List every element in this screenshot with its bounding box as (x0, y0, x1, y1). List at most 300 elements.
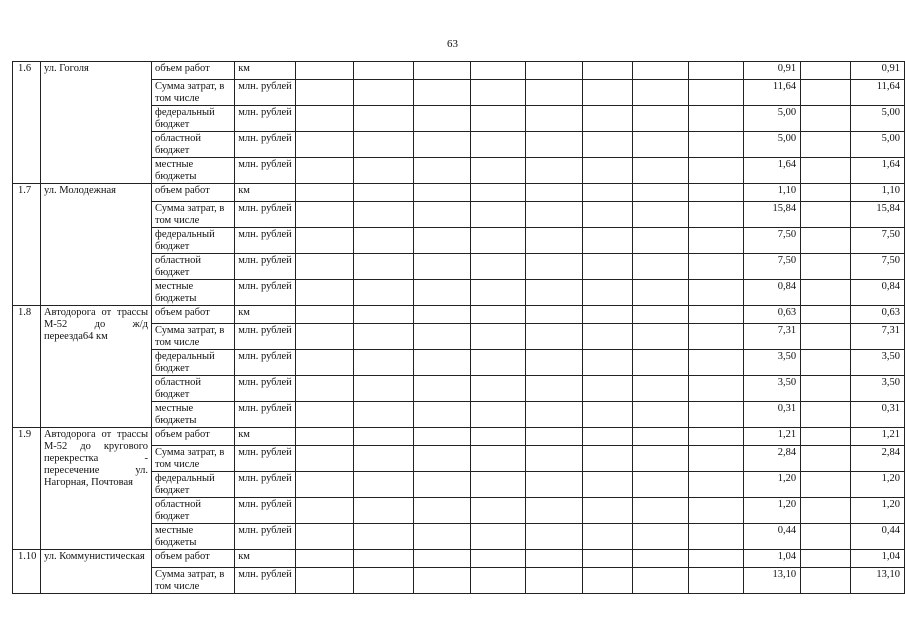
empty-cell (583, 446, 633, 472)
unit-cell: млн. рублей (235, 202, 296, 228)
empty-cell (525, 228, 582, 254)
empty-cell (471, 106, 526, 132)
total-cell: 1,20 (850, 498, 904, 524)
empty-cell (413, 132, 470, 158)
empty-cell (413, 306, 470, 324)
total-cell: 1,64 (850, 158, 904, 184)
empty-cell (296, 132, 353, 158)
section-number: 1.10 (13, 550, 41, 594)
empty-cell (633, 376, 689, 402)
total-cell: 5,00 (850, 106, 904, 132)
empty-cell (413, 446, 470, 472)
empty-cell (525, 80, 582, 106)
empty-cell (583, 202, 633, 228)
empty-cell (471, 80, 526, 106)
unit-cell: млн. рублей (235, 106, 296, 132)
unit-cell: км (235, 550, 296, 568)
empty-cell (583, 62, 633, 80)
empty-cell (633, 158, 689, 184)
empty-cell (471, 324, 526, 350)
empty-cell (688, 132, 744, 158)
empty-cell (633, 550, 689, 568)
unit-cell: млн. рублей (235, 228, 296, 254)
empty-cell (525, 62, 582, 80)
empty-cell (296, 80, 353, 106)
empty-cell (471, 350, 526, 376)
empty-cell (413, 158, 470, 184)
empty-cell (525, 498, 582, 524)
empty-cell (296, 428, 353, 446)
value-cell: 0,31 (744, 402, 801, 428)
table-row (13, 62, 905, 80)
empty-cell (471, 446, 526, 472)
empty-cell (353, 350, 413, 376)
empty-cell (296, 324, 353, 350)
road-name: ул. Гоголя (40, 62, 151, 184)
empty-cell (633, 80, 689, 106)
empty-cell (801, 472, 851, 498)
empty-cell (583, 524, 633, 550)
empty-cell (583, 472, 633, 498)
empty-cell (353, 472, 413, 498)
empty-cell (525, 184, 582, 202)
empty-cell (688, 446, 744, 472)
empty-cell (353, 132, 413, 158)
empty-cell (525, 350, 582, 376)
empty-cell (353, 498, 413, 524)
empty-cell (471, 280, 526, 306)
empty-cell (471, 524, 526, 550)
total-cell: 5,00 (850, 132, 904, 158)
empty-cell (633, 132, 689, 158)
total-cell: 1,10 (850, 184, 904, 202)
empty-cell (801, 550, 851, 568)
road-name: ул. Молодежная (40, 184, 151, 306)
empty-cell (525, 306, 582, 324)
empty-cell (688, 158, 744, 184)
table-row (13, 428, 905, 446)
total-cell: 0,31 (850, 402, 904, 428)
empty-cell (633, 228, 689, 254)
empty-cell (296, 106, 353, 132)
indicator-cell: Сумма затрат, в том числе (152, 324, 235, 350)
value-cell: 3,50 (744, 376, 801, 402)
empty-cell (525, 402, 582, 428)
empty-cell (296, 254, 353, 280)
total-cell: 0,63 (850, 306, 904, 324)
indicator-cell: областной бюджет (152, 132, 235, 158)
unit-cell: млн. рублей (235, 472, 296, 498)
empty-cell (525, 158, 582, 184)
total-cell: 7,50 (850, 254, 904, 280)
unit-cell: км (235, 62, 296, 80)
table-row (13, 184, 905, 202)
empty-cell (688, 306, 744, 324)
empty-cell (801, 158, 851, 184)
empty-cell (353, 324, 413, 350)
unit-cell: млн. рублей (235, 80, 296, 106)
empty-cell (688, 106, 744, 132)
value-cell: 0,63 (744, 306, 801, 324)
empty-cell (801, 202, 851, 228)
empty-cell (413, 376, 470, 402)
unit-cell: млн. рублей (235, 568, 296, 594)
value-cell: 1,64 (744, 158, 801, 184)
empty-cell (688, 524, 744, 550)
empty-cell (296, 550, 353, 568)
empty-cell (801, 568, 851, 594)
empty-cell (633, 472, 689, 498)
empty-cell (688, 498, 744, 524)
empty-cell (413, 402, 470, 428)
indicator-cell: федеральный бюджет (152, 228, 235, 254)
value-cell: 0,44 (744, 524, 801, 550)
empty-cell (583, 324, 633, 350)
empty-cell (801, 132, 851, 158)
empty-cell (583, 184, 633, 202)
indicator-cell: объем работ (152, 550, 235, 568)
empty-cell (296, 62, 353, 80)
empty-cell (688, 428, 744, 446)
unit-cell: км (235, 184, 296, 202)
empty-cell (688, 324, 744, 350)
empty-cell (471, 254, 526, 280)
empty-cell (353, 80, 413, 106)
road-name: Автодорога от трассы М-52 до ж/д переезда64 км (40, 306, 151, 428)
empty-cell (353, 550, 413, 568)
empty-cell (583, 106, 633, 132)
empty-cell (296, 446, 353, 472)
unit-cell: млн. рублей (235, 324, 296, 350)
indicator-cell: Сумма затрат, в том числе (152, 568, 235, 594)
empty-cell (583, 568, 633, 594)
unit-cell: млн. рублей (235, 350, 296, 376)
table-row (13, 306, 905, 324)
empty-cell (801, 402, 851, 428)
empty-cell (353, 280, 413, 306)
empty-cell (353, 376, 413, 402)
empty-cell (583, 132, 633, 158)
unit-cell: млн. рублей (235, 498, 296, 524)
empty-cell (633, 498, 689, 524)
empty-cell (471, 306, 526, 324)
empty-cell (353, 446, 413, 472)
empty-cell (633, 306, 689, 324)
value-cell: 7,31 (744, 324, 801, 350)
section-number: 1.8 (13, 306, 41, 428)
empty-cell (688, 184, 744, 202)
value-cell: 11,64 (744, 80, 801, 106)
empty-cell (525, 324, 582, 350)
empty-cell (583, 306, 633, 324)
empty-cell (296, 472, 353, 498)
empty-cell (633, 62, 689, 80)
empty-cell (801, 80, 851, 106)
table-body (13, 62, 905, 594)
empty-cell (296, 280, 353, 306)
empty-cell (296, 350, 353, 376)
empty-cell (633, 254, 689, 280)
indicator-cell: объем работ (152, 62, 235, 80)
empty-cell (413, 228, 470, 254)
indicator-cell: федеральный бюджет (152, 350, 235, 376)
empty-cell (296, 202, 353, 228)
indicator-cell: федеральный бюджет (152, 106, 235, 132)
empty-cell (413, 184, 470, 202)
empty-cell (583, 280, 633, 306)
empty-cell (801, 376, 851, 402)
value-cell: 1,20 (744, 498, 801, 524)
unit-cell: млн. рублей (235, 132, 296, 158)
empty-cell (583, 402, 633, 428)
value-cell: 0,91 (744, 62, 801, 80)
empty-cell (688, 280, 744, 306)
total-cell: 7,31 (850, 324, 904, 350)
empty-cell (583, 158, 633, 184)
budget-table (12, 61, 905, 594)
indicator-cell: Сумма затрат, в том числе (152, 446, 235, 472)
total-cell: 0,84 (850, 280, 904, 306)
unit-cell: млн. рублей (235, 446, 296, 472)
empty-cell (413, 524, 470, 550)
empty-cell (525, 376, 582, 402)
total-cell: 13,10 (850, 568, 904, 594)
empty-cell (801, 324, 851, 350)
empty-cell (801, 524, 851, 550)
empty-cell (633, 184, 689, 202)
empty-cell (471, 428, 526, 446)
indicator-cell: областной бюджет (152, 254, 235, 280)
value-cell: 5,00 (744, 132, 801, 158)
value-cell: 0,84 (744, 280, 801, 306)
empty-cell (688, 228, 744, 254)
indicator-cell: объем работ (152, 428, 235, 446)
total-cell: 15,84 (850, 202, 904, 228)
indicator-cell: Сумма затрат, в том числе (152, 202, 235, 228)
empty-cell (801, 228, 851, 254)
value-cell: 3,50 (744, 350, 801, 376)
empty-cell (688, 402, 744, 428)
empty-cell (413, 280, 470, 306)
empty-cell (471, 498, 526, 524)
empty-cell (296, 402, 353, 428)
empty-cell (353, 402, 413, 428)
total-cell: 3,50 (850, 350, 904, 376)
empty-cell (633, 524, 689, 550)
indicator-cell: объем работ (152, 184, 235, 202)
empty-cell (688, 350, 744, 376)
empty-cell (633, 280, 689, 306)
section-number: 1.6 (13, 62, 41, 184)
total-cell: 7,50 (850, 228, 904, 254)
empty-cell (525, 202, 582, 228)
total-cell: 0,91 (850, 62, 904, 80)
empty-cell (583, 550, 633, 568)
total-cell: 0,44 (850, 524, 904, 550)
empty-cell (525, 132, 582, 158)
empty-cell (583, 376, 633, 402)
value-cell: 7,50 (744, 254, 801, 280)
value-cell: 5,00 (744, 106, 801, 132)
empty-cell (353, 106, 413, 132)
empty-cell (353, 184, 413, 202)
empty-cell (525, 568, 582, 594)
indicator-cell: областной бюджет (152, 376, 235, 402)
empty-cell (471, 132, 526, 158)
empty-cell (688, 202, 744, 228)
unit-cell: км (235, 428, 296, 446)
empty-cell (525, 106, 582, 132)
empty-cell (688, 80, 744, 106)
page-number: 63 (447, 38, 458, 50)
value-cell: 1,20 (744, 472, 801, 498)
value-cell: 1,21 (744, 428, 801, 446)
indicator-cell: местные бюджеты (152, 158, 235, 184)
empty-cell (471, 376, 526, 402)
empty-cell (583, 80, 633, 106)
empty-cell (688, 472, 744, 498)
empty-cell (688, 62, 744, 80)
empty-cell (471, 62, 526, 80)
empty-cell (633, 446, 689, 472)
total-cell: 3,50 (850, 376, 904, 402)
empty-cell (296, 524, 353, 550)
empty-cell (471, 550, 526, 568)
indicator-cell: областной бюджет (152, 498, 235, 524)
unit-cell: млн. рублей (235, 158, 296, 184)
empty-cell (583, 350, 633, 376)
empty-cell (353, 228, 413, 254)
empty-cell (801, 446, 851, 472)
indicator-cell: местные бюджеты (152, 524, 235, 550)
empty-cell (583, 428, 633, 446)
empty-cell (353, 524, 413, 550)
empty-cell (353, 568, 413, 594)
empty-cell (525, 524, 582, 550)
unit-cell: млн. рублей (235, 524, 296, 550)
value-cell: 1,10 (744, 184, 801, 202)
empty-cell (471, 228, 526, 254)
empty-cell (633, 428, 689, 446)
empty-cell (801, 428, 851, 446)
unit-cell: млн. рублей (235, 280, 296, 306)
total-cell: 2,84 (850, 446, 904, 472)
indicator-cell: объем работ (152, 306, 235, 324)
empty-cell (413, 254, 470, 280)
empty-cell (413, 428, 470, 446)
empty-cell (525, 280, 582, 306)
empty-cell (633, 324, 689, 350)
empty-cell (471, 402, 526, 428)
empty-cell (413, 550, 470, 568)
empty-cell (413, 472, 470, 498)
empty-cell (471, 202, 526, 228)
road-name: Автодорога от трассы М-52 до кругового перекрестка - пересечение ул. Нагорная, Почтовая (40, 428, 151, 550)
empty-cell (471, 184, 526, 202)
empty-cell (633, 106, 689, 132)
empty-cell (413, 80, 470, 106)
empty-cell (633, 350, 689, 376)
section-number: 1.9 (13, 428, 41, 550)
empty-cell (633, 568, 689, 594)
total-cell: 1,20 (850, 472, 904, 498)
empty-cell (353, 428, 413, 446)
unit-cell: млн. рублей (235, 402, 296, 428)
empty-cell (296, 498, 353, 524)
unit-cell: млн. рублей (235, 376, 296, 402)
empty-cell (413, 568, 470, 594)
empty-cell (413, 106, 470, 132)
indicator-cell: местные бюджеты (152, 402, 235, 428)
indicator-cell: федеральный бюджет (152, 472, 235, 498)
value-cell: 2,84 (744, 446, 801, 472)
empty-cell (353, 62, 413, 80)
empty-cell (801, 280, 851, 306)
empty-cell (413, 350, 470, 376)
empty-cell (413, 62, 470, 80)
empty-cell (353, 306, 413, 324)
indicator-cell: Сумма затрат, в том числе (152, 80, 235, 106)
value-cell: 7,50 (744, 228, 801, 254)
empty-cell (471, 472, 526, 498)
empty-cell (413, 498, 470, 524)
empty-cell (583, 498, 633, 524)
empty-cell (296, 184, 353, 202)
empty-cell (688, 376, 744, 402)
total-cell: 1,04 (850, 550, 904, 568)
value-cell: 15,84 (744, 202, 801, 228)
empty-cell (296, 158, 353, 184)
empty-cell (413, 324, 470, 350)
empty-cell (353, 254, 413, 280)
empty-cell (525, 446, 582, 472)
indicator-cell: местные бюджеты (152, 280, 235, 306)
empty-cell (525, 472, 582, 498)
empty-cell (296, 228, 353, 254)
section-number: 1.7 (13, 184, 41, 306)
empty-cell (633, 202, 689, 228)
empty-cell (471, 568, 526, 594)
empty-cell (296, 306, 353, 324)
total-cell: 11,64 (850, 80, 904, 106)
table-row (13, 550, 905, 568)
empty-cell (801, 184, 851, 202)
empty-cell (801, 306, 851, 324)
empty-cell (296, 376, 353, 402)
empty-cell (471, 158, 526, 184)
empty-cell (353, 158, 413, 184)
empty-cell (801, 106, 851, 132)
road-name: ул. Коммунистическая (40, 550, 151, 594)
empty-cell (801, 498, 851, 524)
empty-cell (688, 254, 744, 280)
empty-cell (353, 202, 413, 228)
empty-cell (413, 202, 470, 228)
value-cell: 13,10 (744, 568, 801, 594)
empty-cell (525, 550, 582, 568)
empty-cell (525, 428, 582, 446)
empty-cell (583, 228, 633, 254)
empty-cell (688, 568, 744, 594)
empty-cell (801, 254, 851, 280)
empty-cell (583, 254, 633, 280)
unit-cell: км (235, 306, 296, 324)
value-cell: 1,04 (744, 550, 801, 568)
empty-cell (633, 402, 689, 428)
empty-cell (801, 350, 851, 376)
total-cell: 1,21 (850, 428, 904, 446)
empty-cell (525, 254, 582, 280)
